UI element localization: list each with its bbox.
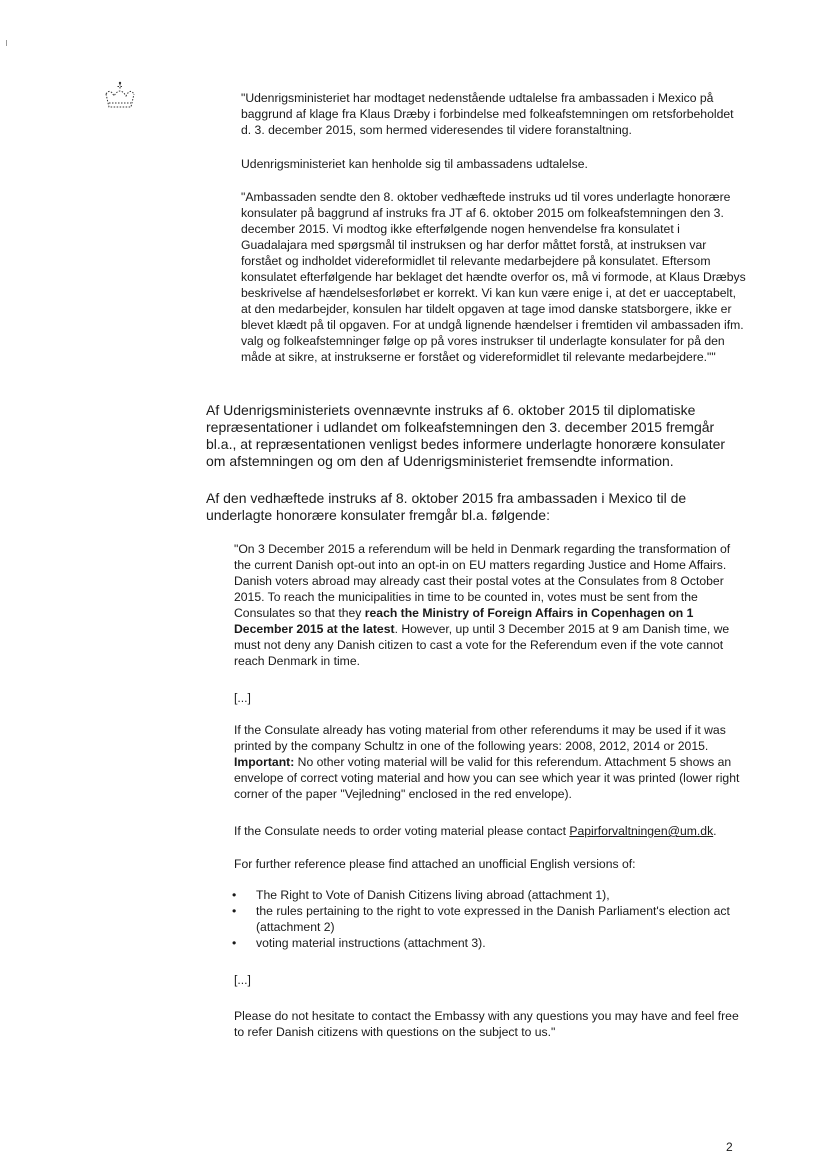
quoted-statement-support (241, 156, 747, 172)
ellipsis-1: [...] (234, 691, 251, 705)
body-paragraph-1: Af Udenrigsministeriets ovennævnte instruks af 6. oktober 2015 til diplomatiske repræsentationer i udlandet om folkeafstemningen den 3. december 2015 fremgår bl.a., at repræsentationen venligst bedes informere underlagte honorære konsulater om afstemningen og om den af Udenrigsministeriet fremsendte information. (206, 402, 726, 469)
quote-b-p2-start: If the Consulate already has voting material from other referendums it may be used if it was printed by the company Schultz in one of the following years: 2008, 2012, 2014 or 2015. (234, 723, 726, 753)
embassy-statement (241, 189, 747, 365)
quote-a-paragraph-3: "Ambassaden sendte den 8. oktober vedhæftede instruks ud til vores underlagte honorære konsulater på baggrund af instruks fra JT af 6. oktober 2015 om folkeafstemningen den 3. december 2015. Vi modtog ikke efterfølgende nogen henvendelse fra konsulatet i Guadalajara med spørgsmål til instruksen og har derfor måttet forstå, at instruksen var forstået og indholdet videreformidlet til relevante medarbejdere på konsulatet. Eftersom konsulatet efterfølgende har beklaget det hændte overfor os, må vi formode, at Klaus Dræbys beskrivelse af hændelsesforløbet er korrekt. Vi kan kun være enige i, at det er uacceptabelt, at den medarbejder, konsulen har tildelt opgaven at tage imod danske statsborgere, ikke er blevet klædt på til opgaven. For at undgå lignende hændelser i fremtiden vil ambassaden ifm. valg og folkeafstemninger følge op på vores instrukser til underlagte konsulater for på den måde at sikre, at instrukserne er forstået og videreformidlet til relevante medarbejdere."" (241, 190, 746, 364)
list-item: • The Right to Vote of Danish Citizens living abroad (attachment 1), (232, 887, 742, 903)
list-item: • voting material instructions (attachment 3). (232, 935, 742, 951)
body-paragraph-2: Af den vedhæftede instruks af 8. oktober 2015 fra ambassaden i Mexico til de underlagte honorære konsulater fremgår bl.a. følgende: (206, 490, 687, 523)
attachment-list (232, 887, 742, 951)
scan-edge-mark (6, 40, 7, 46)
quote-b-p2-bold: Important: (234, 755, 295, 769)
quote-b-p1-start: "On 3 December 2015 a referendum will be held in Denmark regarding the transformation of the current Danish opt-out into an opt-in on EU matters regarding Justice and Home Affairs. Danish voters abroad may already cast their postal votes at the Consulates from 8 October 2015. To reach the municipalities in time to be counted in, votes must be sent from the Consulates so that they (234, 542, 731, 620)
instruction-quote-paragraph-1 (234, 541, 741, 669)
instruction-quote-paragraph-2 (234, 722, 741, 802)
quote-b-p3-end: . (713, 824, 717, 838)
ellipsis-2: [...] (234, 973, 251, 987)
quoted-statement-intro (241, 90, 747, 138)
quote-b-p1-bold: reach the Ministry of Foreign Affairs in Copenhagen on 1 December 2015 at the latest (234, 606, 694, 636)
instruction-quote-paragraph-3 (234, 823, 741, 839)
instruction-quote-paragraph-4: For further reference please find attached an unofficial English versions of: (234, 857, 636, 871)
email-link[interactable]: Papirforvaltningen@um.dk (569, 824, 714, 838)
instruction-quote-paragraph-5: Please do not hesitate to contact the Embassy with any questions you may have and feel free to refer Danish citizens with questions on the subject to us." (234, 1009, 739, 1039)
royal-crown-logo (100, 80, 140, 120)
quote-a-paragraph-1: "Udenrigsministeriet har modtaget nedenstående udtalelse fra ambassaden i Mexico på baggrund af klage fra Klaus Dræby i forbindelse med folkeafstemningen om retsforbeholdet d. 3. december 2015, som hermed videresendes til videre foranstaltning. (241, 91, 734, 137)
page-number: 2 (726, 1140, 733, 1154)
quote-a-paragraph-2: Udenrigsministeriet kan henholde sig til ambassadens udtalelse. (241, 157, 588, 171)
quote-b-p2-end: No other voting material will be valid for this referendum. Attachment 5 shows an envelope of correct voting material and how you can see which year it was printed (lower right corner of the paper "Vejledning" enclosed in the red envelope). (234, 755, 740, 801)
quote-b-p3-start: If the Consulate needs to order voting material please contact (234, 824, 570, 838)
quote-b-p1-end: . However, up until 3 December 2015 at 9 am Danish time, we must not deny any Danish citizen to cast a vote for the Referendum even if the vote cannot reach Denmark in time. (234, 622, 730, 668)
list-item: • the rules pertaining to the right to vote expressed in the Danish Parliament's election act (attachment 2) (232, 903, 742, 935)
